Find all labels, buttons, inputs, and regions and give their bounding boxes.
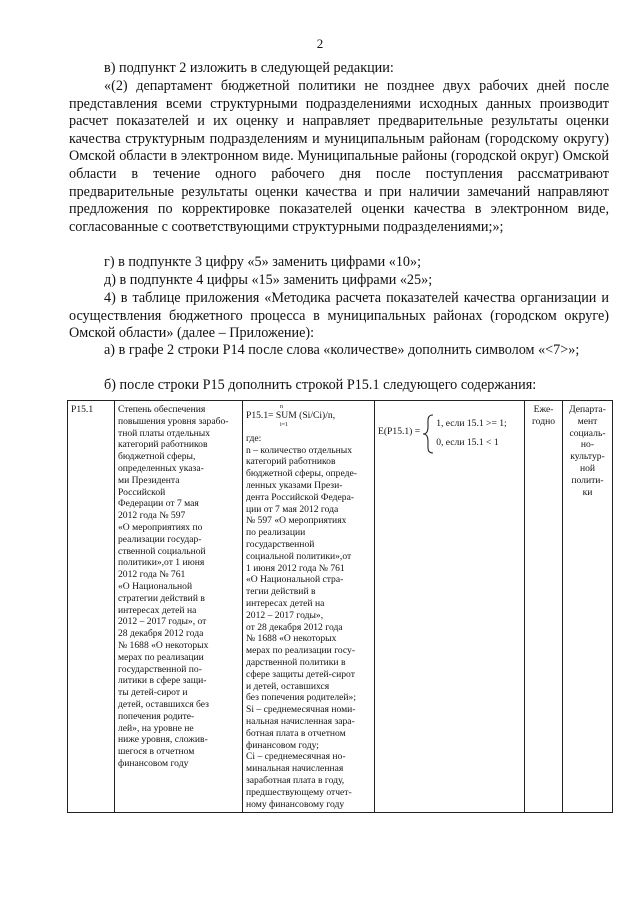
curly-brace-icon xyxy=(420,414,436,454)
text-line: нальная начисленная зара- xyxy=(246,715,355,727)
text-line: предшествующему отчет- xyxy=(246,786,352,798)
paragraph-point-4: 4) в таблице приложения «Методика расчета показателей качества организации и осуществления бюджетного процесса в муниципальных районах (городском округе) Омской области» (далее – Приложение): xyxy=(69,290,609,342)
text-line: Федерации от 7 мая xyxy=(118,498,199,510)
condition-case-1: 1, если 15.1 >= 1; xyxy=(436,418,507,429)
paragraph-v: в) подпункт 2 изложить в следующей редакции: xyxy=(104,60,394,76)
text-line: ты детей-сирот и xyxy=(118,687,188,699)
paragraph-b: б) после строки Р15 дополнить строкой Р15.1 следующего содержания: xyxy=(104,377,537,393)
paragraph-a: а) в графе 2 строки Р14 после слова «количестве» дополнить символом «<7>»; xyxy=(104,342,580,358)
text-line: от 28 декабря 2012 года xyxy=(246,621,343,633)
text-line: стратегии действий в xyxy=(118,592,205,604)
text-line: сфере защиты детей-сирот xyxy=(246,668,355,680)
text-line: детей, оставшихся без xyxy=(118,698,209,710)
text-line: лей», на уровне не xyxy=(118,722,194,734)
text-line: мерах по реализации госу- xyxy=(246,645,356,657)
text-line: 2012 года № 597 xyxy=(118,510,186,522)
text-line: категорий работников xyxy=(246,456,336,468)
text-line: Ci – среднемесячная но- xyxy=(246,751,346,763)
text-line: определенных указа- xyxy=(118,462,204,474)
text-line: дента Российской Федера- xyxy=(246,491,355,503)
sum-upper-limit: n xyxy=(280,404,283,410)
evaluation-condition xyxy=(378,418,521,456)
text-line: государственной xyxy=(246,538,315,550)
text-line: № 1688 «О некоторых xyxy=(118,639,209,651)
text-line: Si – среднемесячная номи- xyxy=(246,704,356,716)
text-line: Степень обеспечения xyxy=(118,404,206,415)
text-line: шегося в отчетном xyxy=(118,746,195,758)
text-line: повышения уровня зарабо- xyxy=(118,415,229,427)
text-line: бюджетной сферы, xyxy=(118,451,196,463)
text-line: минальная начисленная xyxy=(246,763,344,775)
text-line: № 1688 «О некоторых xyxy=(246,633,337,645)
department-cell xyxy=(563,401,613,813)
text-line: тной платы отдельных xyxy=(118,427,211,439)
text-line: годно xyxy=(531,415,556,427)
text-line: ми Президента xyxy=(118,474,180,486)
text-line: интересах детей на xyxy=(246,597,325,609)
text-line: политики»,от 1 июня xyxy=(118,557,205,569)
page-number: 2 xyxy=(316,36,324,51)
condition-cases xyxy=(436,418,507,456)
text-line: бюджетной сферы, опреде- xyxy=(246,468,357,480)
text-line: ному финансовому году xyxy=(246,798,345,810)
text-line: литики в сфере защи- xyxy=(118,675,207,687)
text-line: попечения родите- xyxy=(118,710,195,722)
text-line: n – количество отдельных xyxy=(246,444,353,456)
frequency-cell xyxy=(525,401,563,813)
text-line: мент xyxy=(577,415,598,427)
text-line: «О Национальной xyxy=(118,580,193,592)
text-line: полити- xyxy=(571,474,604,486)
text-line: без попечения родителей»; xyxy=(246,692,356,704)
text-line: ции от 7 мая 2012 года xyxy=(246,503,339,515)
text-line: 1 июня 2012 года № 761 xyxy=(246,562,345,574)
text-line: по реализации xyxy=(246,527,306,539)
text-line: но- xyxy=(580,439,595,451)
text-line: ной xyxy=(579,462,596,474)
text-line: 28 декабря 2012 года xyxy=(118,628,204,640)
text-line: и детей, оставшихся xyxy=(246,680,330,692)
indicator-description-cell xyxy=(115,401,243,813)
text-line: 2012 года № 761 xyxy=(118,569,186,581)
indicator-code-cell xyxy=(68,401,115,813)
paragraph-g: г) в подпункте 3 цифру «5» заменить цифрами «10»; xyxy=(104,254,422,270)
text-line: интересах детей на xyxy=(118,604,197,616)
text-line: «О Национальной стра- xyxy=(246,574,344,586)
text-line: № 597 «О мероприятиях xyxy=(246,515,347,527)
text-line: дарственной политики в xyxy=(246,656,346,668)
text-line: Департа- xyxy=(569,404,606,415)
text-line: социальной политики»,от xyxy=(246,550,352,562)
text-line: ки xyxy=(582,486,593,498)
text-line: ниже уровня, сложив- xyxy=(118,734,208,746)
text-line: реализации государ- xyxy=(118,533,202,545)
table-row-p15-1 xyxy=(68,401,613,813)
text-line: 2012 – 2017 годы», xyxy=(246,609,324,621)
text-line: заработная плата в году, xyxy=(246,774,345,786)
text-line: культур- xyxy=(570,451,605,463)
paragraph-subpoint-2: «(2) департамент бюджетной политики не позднее двух рабочих дней после представления всеми структурными подразделениями исходных данных производит расчет показателей и их оценку и направляет предварительные результаты оценки качества структурным подразделениям и муниципальным районам (городскому округу) Омской области в электронном виде. Муниципальные районы (городской округ) Омской области в течение одного рабочего дня после поступления рассматривают предварительные результаты оценки качества и при наличии замечаний направляют предложения по корректировке показателей оценки качества в электронном виде, согласованные с соответствующими структурными подразделениями;»; xyxy=(69,78,609,235)
text-line: финансовом году xyxy=(118,757,189,769)
text-line: социаль- xyxy=(569,427,606,439)
formula-where: где: xyxy=(246,432,262,444)
formula-variables xyxy=(246,445,371,811)
text-line: «О мероприятиях по xyxy=(118,521,203,533)
indicator-code: Р15.1 xyxy=(71,404,94,415)
condition-lhs: E(Р15.1) = xyxy=(378,426,421,437)
formula-text: Р15.1= SUM (Si/Ci)/n, xyxy=(246,410,336,421)
text-line: ленных указами Прези- xyxy=(246,479,343,491)
text-line: 2012 – 2017 годы», от xyxy=(118,616,207,628)
evaluation-cell xyxy=(375,401,525,813)
text-line: мерах по реализации xyxy=(118,651,204,663)
formula-cell xyxy=(243,401,375,813)
text-line: Российской xyxy=(118,486,166,498)
text-line: категорий работников xyxy=(118,439,208,451)
paragraph-d: д) в подпункте 4 цифры «15» заменить цифрами «25»; xyxy=(104,272,433,288)
indicator-table xyxy=(67,400,613,813)
text-line: Еже- xyxy=(533,404,554,415)
text-line: ственной социальной xyxy=(118,545,206,557)
condition-case-2: 0, если 15.1 < 1 xyxy=(436,437,499,448)
sum-lower-limit: i=1 xyxy=(280,421,289,428)
text-line: ботная плата в отчетном xyxy=(246,727,346,739)
text-line: тегии действий в xyxy=(246,586,316,598)
text-line: государственной по- xyxy=(118,663,202,675)
text-line: финансовом году; xyxy=(246,739,319,751)
